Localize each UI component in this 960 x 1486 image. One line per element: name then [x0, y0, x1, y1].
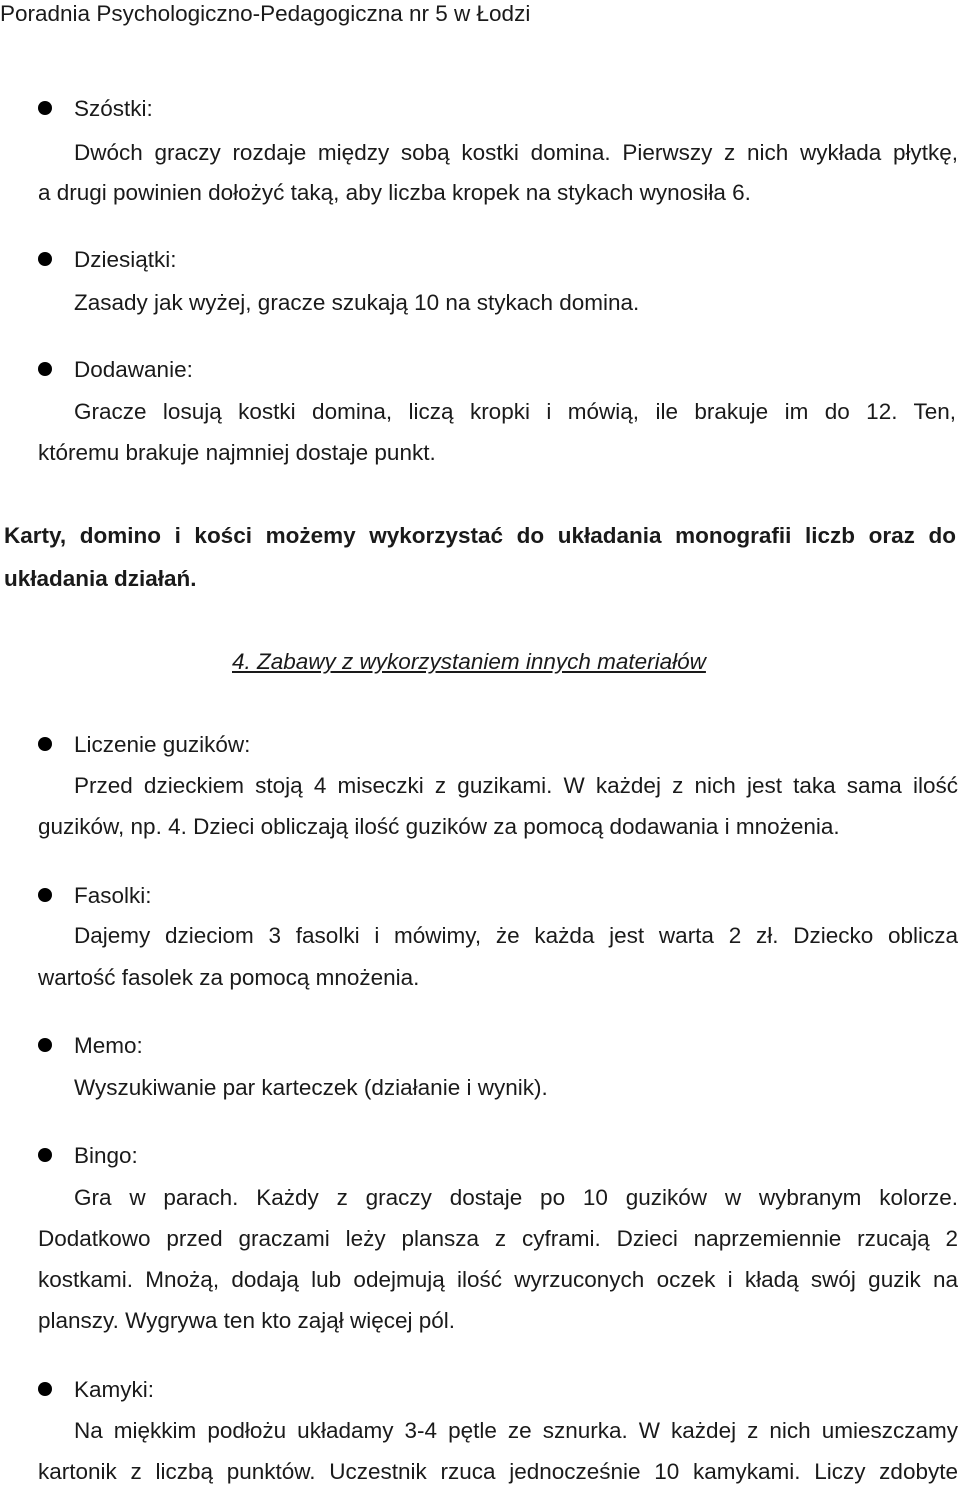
bullet-icon — [38, 1382, 52, 1396]
paragraph-line: kartonik z liczbą punktów. Uczestnik rzuca jednocześnie 10 kamykami. Liczy zdobyte — [38, 1459, 958, 1484]
bullet-icon — [38, 1038, 52, 1052]
item-label: Dziesiątki: — [74, 247, 177, 272]
paragraph-line: kostkami. Mnożą, dodają lub odejmują ilość wyrzuconych oczek i kładą swój guzik na — [38, 1267, 958, 1292]
bullet-icon — [38, 252, 52, 266]
item-label: Memo: — [74, 1033, 143, 1058]
paragraph-line: Zasady jak wyżej, gracze szukają 10 na stykach domina. — [74, 290, 640, 315]
paragraph-line: Dwóch graczy rozdaje między sobą kostki domina. Pierwszy z nich wykłada płytkę, — [74, 140, 958, 165]
paragraph-line: Przed dzieckiem stoją 4 miseczki z guzikami. W każdej z nich jest taka sama ilość — [74, 773, 958, 798]
list-item-heading — [38, 356, 193, 384]
item-label: Kamyki: — [74, 1377, 155, 1402]
paragraph-line: Dodatkowo przed graczami leży plansza z cyframi. Dzieci naprzemiennie rzucają 2 — [38, 1226, 958, 1251]
list-item-heading — [38, 1142, 138, 1170]
section-title: 4. Zabawy z wykorzystaniem innych materiałów — [232, 649, 706, 674]
paragraph-line: któremu brakuje najmniej dostaje punkt. — [38, 440, 436, 465]
paragraph-line: Gracze losują kostki domina, liczą kropki i mówią, ile brakuje im do 12. Ten, — [74, 399, 956, 424]
paragraph-line: wartość fasolek za pomocą mnożenia. — [38, 965, 420, 990]
item-label: Fasolki: — [74, 883, 152, 908]
bold-note-line: Karty, domino i kości możemy wykorzystać do układania monografii liczb oraz do — [4, 523, 956, 548]
list-item-heading — [38, 1376, 154, 1404]
bullet-icon — [38, 1148, 52, 1162]
bold-note-line: układania działań. — [4, 566, 197, 591]
paragraph-line: Na miękkim podłożu układamy 3-4 pętle ze sznurka. W każdej z nich umieszczamy — [74, 1418, 958, 1443]
item-label: Szóstki: — [74, 96, 153, 121]
paragraph-line: planszy. Wygrywa ten kto zajął więcej pól. — [38, 1308, 456, 1333]
paragraph-line: Wyszukiwanie par karteczek (działanie i wynik). — [74, 1075, 548, 1100]
paragraph-line: Gra w parach. Każdy z graczy dostaje po 10 guzików w wybranym kolorze. — [74, 1185, 958, 1210]
item-label: Dodawanie: — [74, 357, 193, 382]
paragraph-line: guzików, np. 4. Dzieci obliczają ilość guzików za pomocą dodawania i mnożenia. — [38, 814, 840, 839]
item-label: Bingo: — [74, 1143, 138, 1168]
paragraph-line: a drugi powinien dołożyć taką, aby liczba kropek na stykach wynosiła 6. — [38, 180, 751, 205]
page-header-title: Poradnia Psychologiczno-Pedagogiczna nr 5 w Łodzi — [0, 1, 531, 26]
bullet-icon — [38, 101, 52, 115]
bullet-icon — [38, 362, 52, 376]
list-item-heading — [38, 246, 177, 274]
item-label: Liczenie guzików: — [74, 732, 251, 757]
list-item-heading — [38, 882, 152, 910]
bullet-icon — [38, 737, 52, 751]
list-item-heading — [38, 95, 153, 123]
paragraph-line: Dajemy dzieciom 3 fasolki i mówimy, że każda jest warta 2 zł. Dziecko oblicza — [74, 923, 958, 948]
list-item-heading — [38, 731, 250, 759]
list-item-heading — [38, 1032, 143, 1060]
bullet-icon — [38, 888, 52, 902]
